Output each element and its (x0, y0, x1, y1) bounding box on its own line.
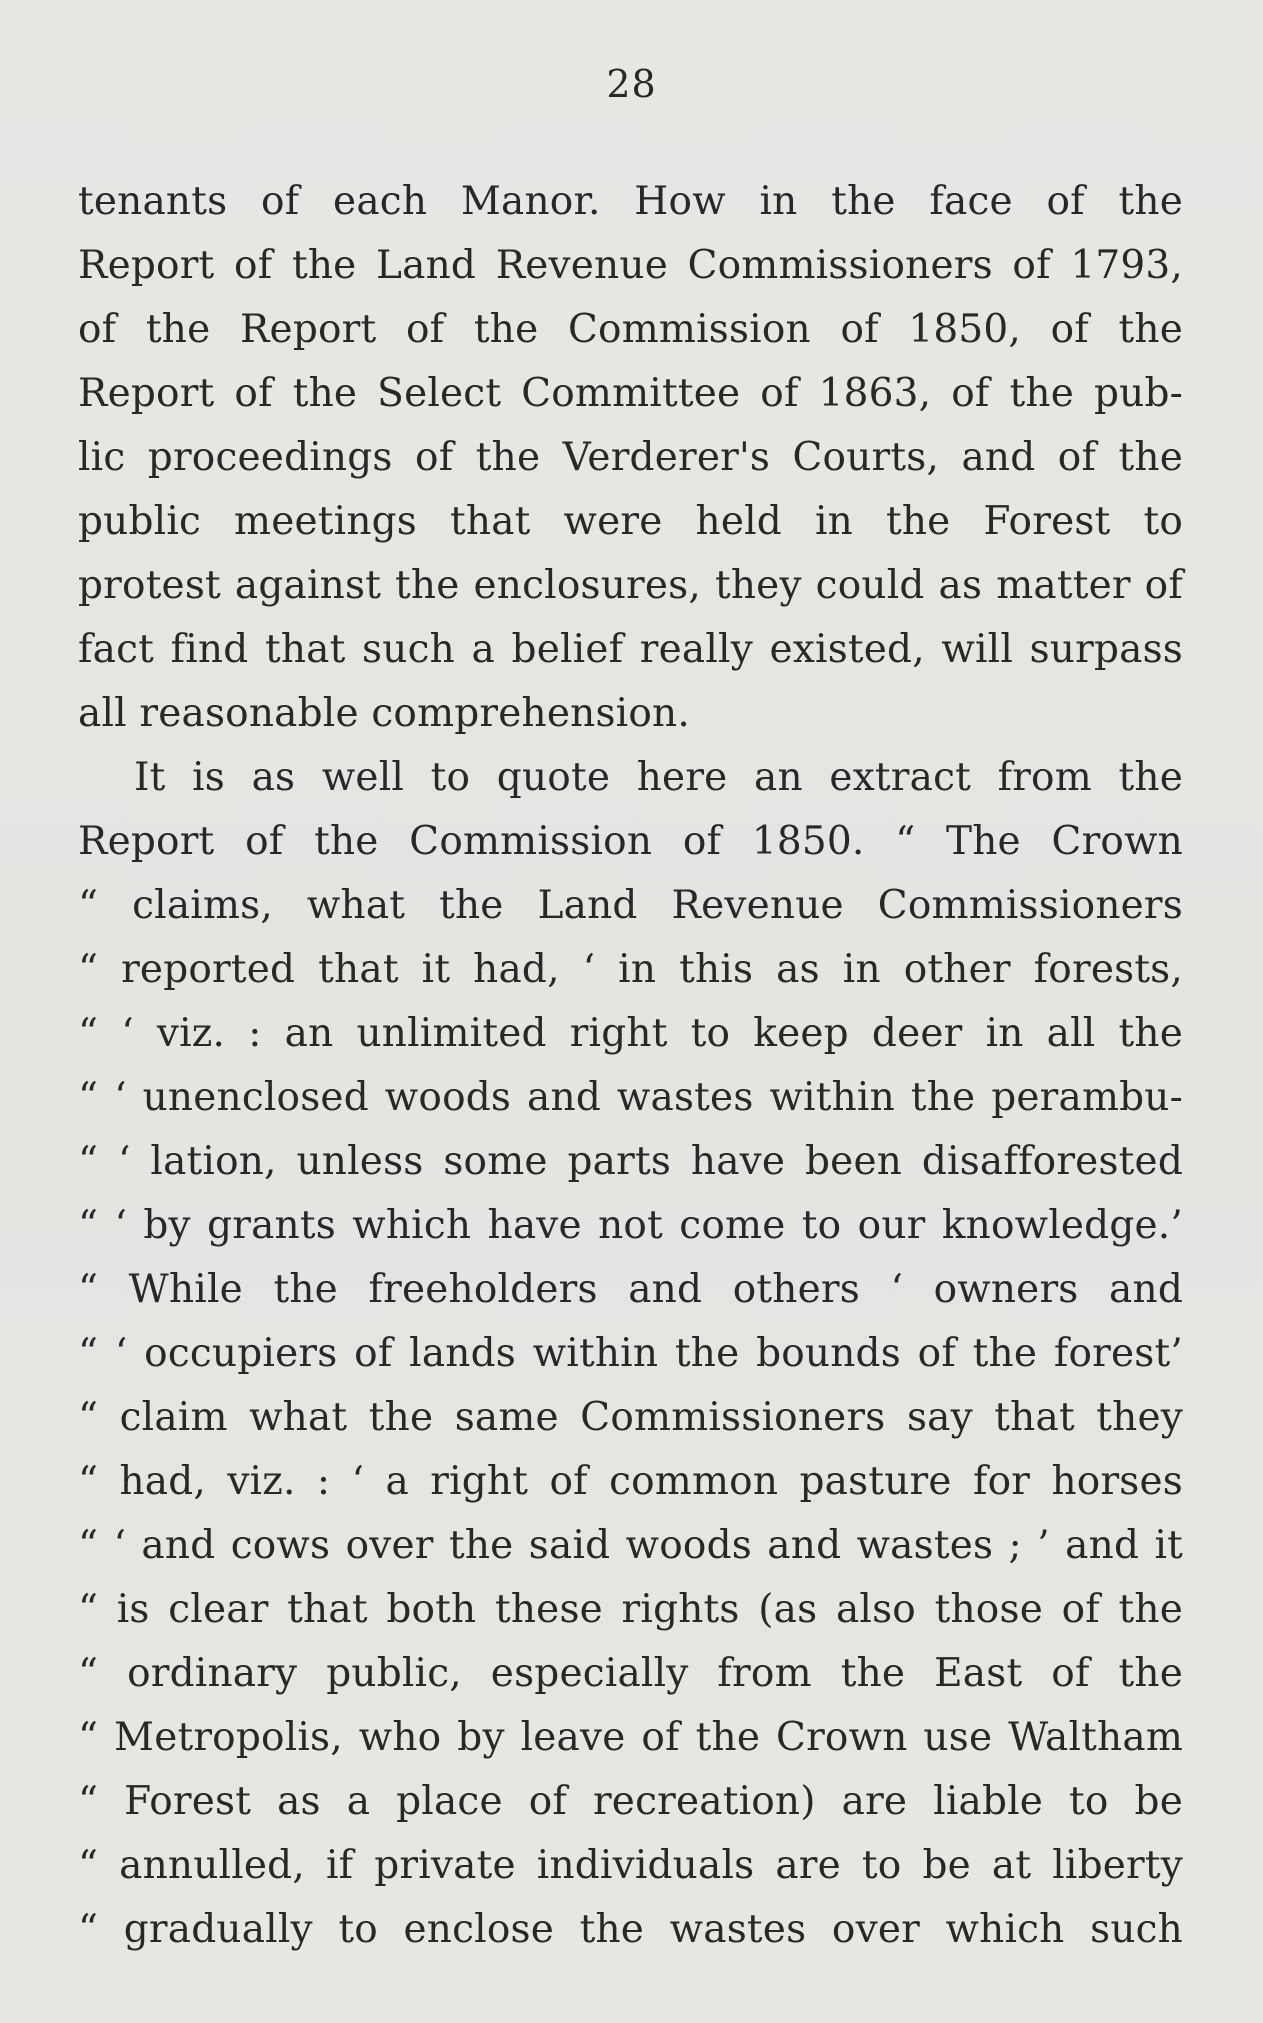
text-line: “ claims, what the Land Revenue Commissioners (78, 883, 1183, 928)
text-line: Report of the Commission of 1850. “ The Crown (78, 819, 1183, 864)
text-line: “ gradually to enclose the wastes over which such (78, 1907, 1183, 1952)
text-line: It is as well to quote here an extract from the (134, 755, 1183, 800)
text-line: “ Forest as a place of recreation) are liable to be (78, 1779, 1183, 1824)
text-line: “ While the freeholders and others ‘ owners and (78, 1267, 1183, 1312)
text-line: “ ‘ lation, unless some parts have been disafforested (78, 1139, 1183, 1184)
text-line: tenants of each Manor. How in the face of the (78, 179, 1183, 224)
text-line: protest against the enclosures, they could as matter of (78, 563, 1183, 608)
text-line: “ reported that it had, ‘ in this as in other forests, (78, 947, 1183, 992)
text-line: “ ‘ and cows over the said woods and wastes ; ’ and it (78, 1523, 1183, 1568)
page-number: 28 (606, 62, 657, 106)
text-line: Report of the Land Revenue Commissioners of 1793, (78, 243, 1183, 288)
text-line: “ Metropolis, who by leave of the Crown use Waltham (78, 1715, 1183, 1760)
text-line: “ ‘ by grants which have not come to our knowledge.’ (78, 1203, 1183, 1248)
text-line: lic proceedings of the Verderer's Courts, and of the (78, 435, 1183, 480)
text-line: “ ‘ viz. : an unlimited right to keep deer in all the (78, 1011, 1183, 1056)
text-line: “ is clear that both these rights (as also those of the (78, 1587, 1183, 1632)
text-line: of the Report of the Commission of 1850, of the (78, 307, 1183, 352)
text-line: all reasonable comprehension. (78, 691, 690, 736)
text-line: “ had, viz. : ‘ a right of common pasture for horses (78, 1459, 1183, 1504)
text-line: “ ‘ occupiers of lands within the bounds of the forest’ (78, 1331, 1183, 1376)
text-line: “ ‘ unenclosed woods and wastes within the perambu- (78, 1075, 1183, 1120)
text-line: public meetings that were held in the Forest to (78, 499, 1183, 544)
text-line: Report of the Select Committee of 1863, of the pub- (78, 371, 1183, 416)
text-line: fact find that such a belief really existed, will surpass (78, 627, 1183, 672)
text-line: “ annulled, if private individuals are to be at liberty (78, 1843, 1183, 1888)
text-line: “ ordinary public, especially from the East of the (78, 1651, 1183, 1696)
body-text (78, 170, 1183, 1962)
text-line: “ claim what the same Commissioners say that they (78, 1395, 1183, 1440)
